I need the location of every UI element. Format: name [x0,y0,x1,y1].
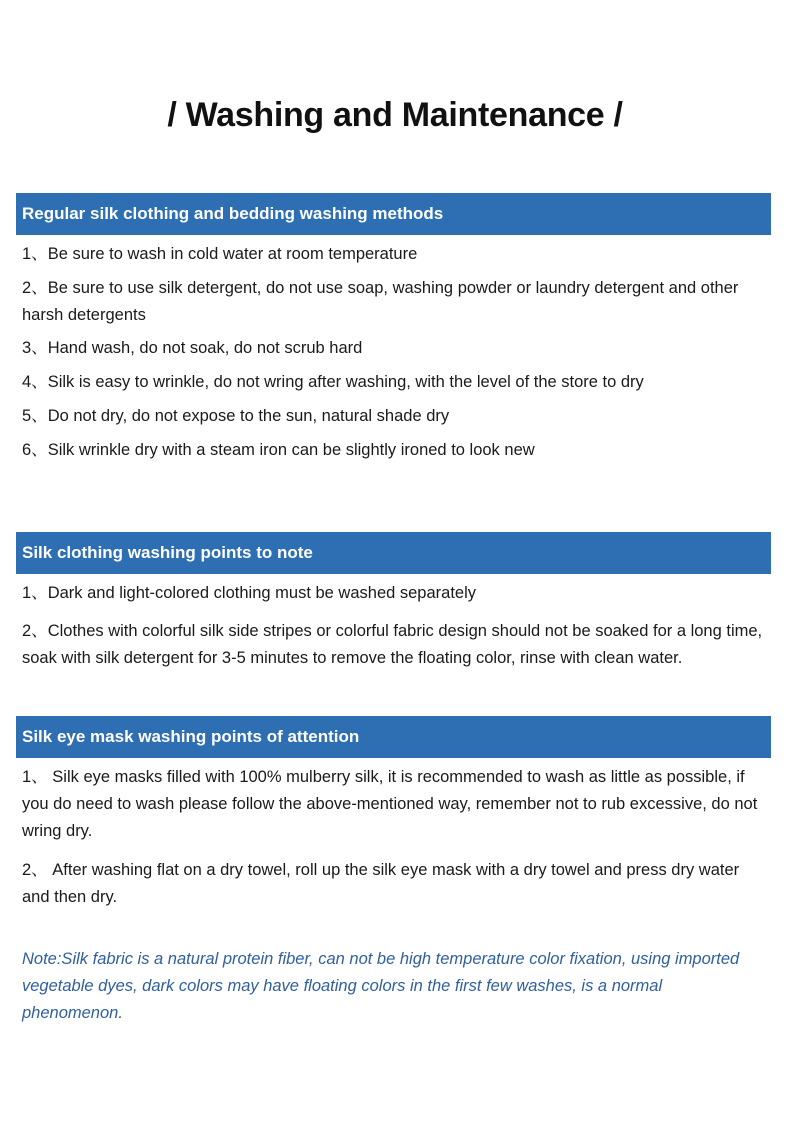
list-item [16,275,771,329]
section-heading: Silk clothing washing points to note [16,532,771,574]
item-text: Silk wrinkle dry with a steam iron can be slightly ironed to look new [47,441,535,459]
list-item [16,857,771,911]
item-number: 1、 [22,245,48,263]
list-item [16,580,771,607]
instruction-list [16,764,771,911]
section-clothing-points [16,532,771,683]
list-item [16,369,771,396]
list-item [16,403,771,430]
instruction-list [16,580,771,672]
item-text: Do not dry, do not expose to the sun, natural shade dry [47,407,450,425]
item-number: 3、 [22,339,48,357]
item-text: Silk eye masks filled with 100% mulberry silk, it is recommended to wash as little as possible, if you do need to wash please follow the above-mentioned way, remember not to rub excessive, do not wring dry. [22,768,758,840]
item-number: 4、 [22,373,48,391]
list-item [16,764,771,845]
instruction-list [16,241,771,464]
list-item [16,618,771,672]
item-text: Be sure to wash in cold water at room temperature [47,245,418,263]
section-heading: Silk eye mask washing points of attention [16,716,771,758]
item-text: Clothes with colorful silk side stripes or colorful fabric design should not be soaked for a long time, soak with silk detergent for 3-5 minutes to remove the floating color, rinse with clean water. [22,622,763,667]
item-number: 6、 [22,441,48,459]
item-number: 2、 [22,279,48,297]
item-number: 5、 [22,407,48,425]
list-item [16,335,771,362]
item-text: Silk is easy to wrinkle, do not wring after washing, with the level of the store to dry [47,373,644,391]
item-number: 1、 [22,584,48,602]
list-item [16,437,771,464]
item-text: Hand wash, do not soak, do not scrub hard [47,339,363,357]
page-title: / Washing and Maintenance / [167,96,623,134]
item-text: After washing flat on a dry towel, roll up the silk eye mask with a dry towel and press dry water and then dry. [22,861,740,906]
item-text: Dark and light-colored clothing must be washed separately [47,584,477,602]
item-number: 2、 [22,861,48,879]
list-item [16,241,771,268]
item-number: 2、 [22,622,48,640]
section-eye-mask [16,716,771,923]
section-heading: Regular silk clothing and bedding washing methods [16,193,771,235]
section-regular-washing [16,193,771,471]
item-number: 1、 [22,768,48,786]
item-text: Be sure to use silk detergent, do not use soap, washing powder or laundry detergent and other harsh detergents [22,279,739,324]
care-note: Note:Silk fabric is a natural protein fiber, can not be high temperature color fixation, using imported vegetable dyes, dark colors may have floating colors in the first few washes, is a normal phenomenon. [22,950,740,1022]
